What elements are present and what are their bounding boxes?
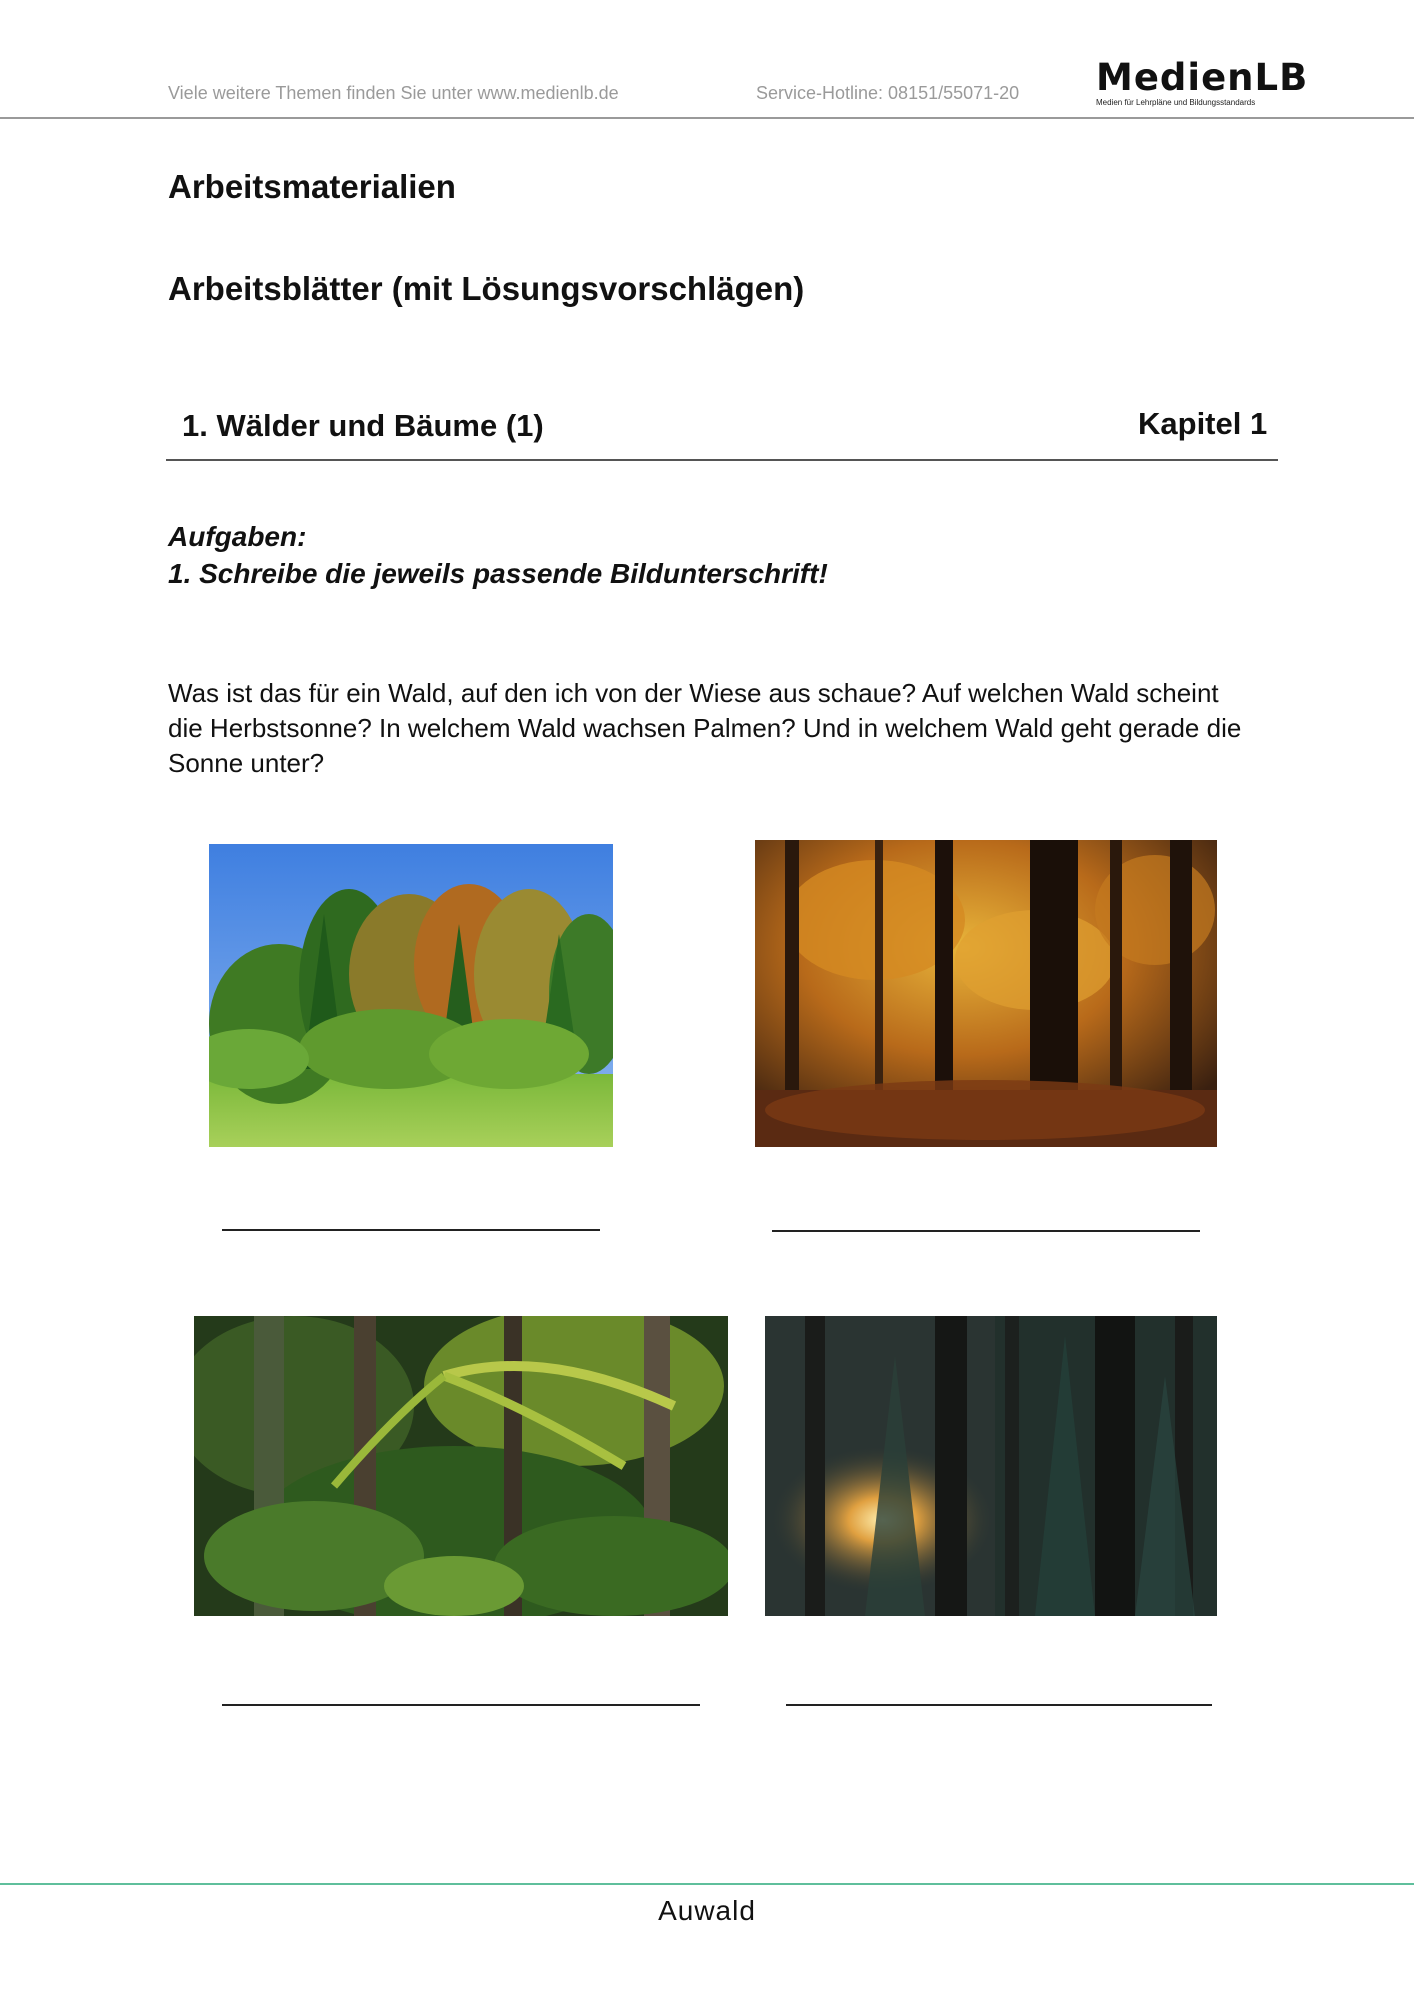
header-website-text: Viele weitere Themen finden Sie unter www.medienlb.de	[168, 83, 619, 103]
task-instruction: 1. Schreibe die jeweils passende Bildunterschrift!	[168, 558, 828, 589]
logo-sub-text: Medien für Lehrpläne und Bildungsstandards	[1096, 98, 1256, 107]
answer-line-3[interactable]	[222, 1704, 700, 1706]
answer-line-2[interactable]	[772, 1230, 1200, 1232]
answer-line-4[interactable]	[786, 1704, 1212, 1706]
page-subtitle: Arbeitsblätter (mit Lösungsvorschlägen)	[168, 270, 805, 307]
chapter-title: 1. Wälder und Bäume (1)	[182, 408, 544, 443]
page-title: Arbeitsmaterialien	[168, 168, 456, 205]
palm-forest-photo	[194, 1316, 728, 1616]
medienlb-logo	[1096, 56, 1309, 108]
mixed-forest-meadow-photo	[209, 844, 613, 1147]
footer-divider	[0, 1883, 1414, 1885]
task-paragraph: Was ist das für ein Wald, auf den ich von der Wiese aus schaue? Auf welchen Wald scheint die Herbstsonne? In welchem Wald wachsen Palmen? Und in welchem Wald geht gerade die Sonne unter?	[168, 678, 1242, 778]
footer-text: Auwald	[658, 1895, 756, 1926]
answer-line-1[interactable]	[222, 1229, 600, 1231]
chapter-divider	[166, 459, 1278, 461]
sunset-conifer-forest-photo	[765, 1316, 1217, 1616]
logo-main-text: MedienLB	[1096, 56, 1309, 99]
autumn-forest-photo	[755, 840, 1217, 1147]
header-divider	[0, 117, 1414, 119]
chapter-label: Kapitel 1	[1138, 406, 1268, 441]
task-heading: Aufgaben:	[168, 521, 307, 552]
header-hotline-text: Service-Hotline: 08151/55071-20	[756, 83, 1020, 103]
